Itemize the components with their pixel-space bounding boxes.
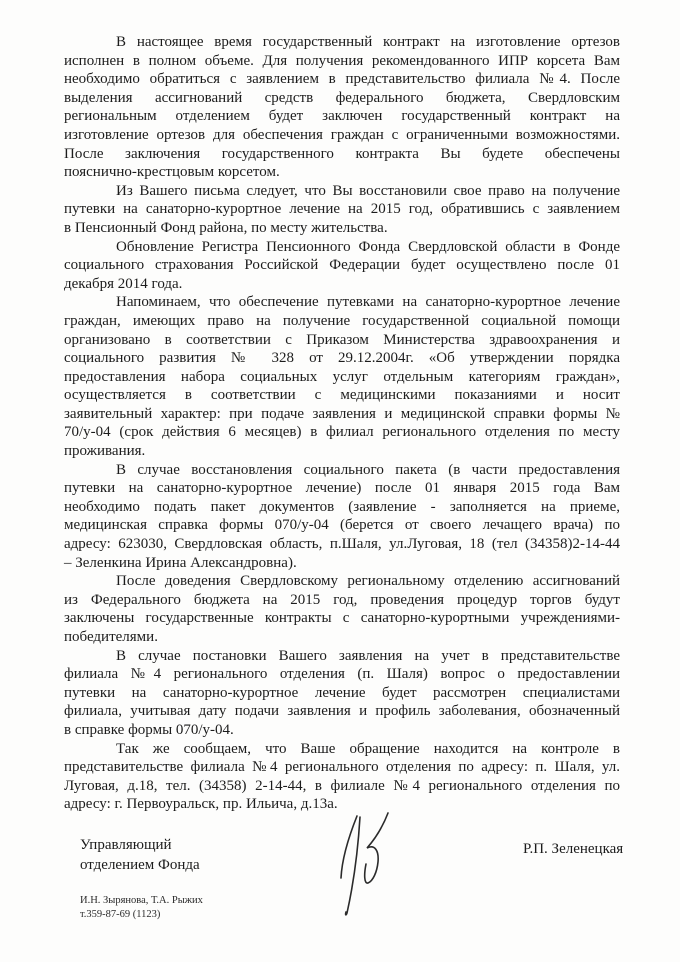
text-line: необходимо обратиться с заявлением в представительство филиала №4. После [64,71,620,88]
signatory-position-line2: отделением Фонда [80,856,200,873]
paragraph-5 [64,461,620,573]
paragraph-1 [64,33,620,182]
paragraph-2 [64,182,620,238]
text-line: путевки на санаторно-курортное лечение будет рассмотрен специалистами [64,684,620,701]
executor-names: И.Н. Зырянова, Т.А. Рыжих [80,895,203,906]
text-line: осуществляется в соответствии с медицинскими показаниями и носит [64,387,620,404]
text-line: организовано в соответствии с Приказом Министерства здравоохранения и [64,331,620,348]
executor-phone: т.359-87-69 (1123) [80,908,161,920]
text-line: 70/у-04 (срок действия 6 месяцев) в филиал регионального отделения по месту [64,424,620,441]
handwritten-signature-icon [330,804,412,918]
text-line: из Федерального бюджета на 2015 год, проведения процедур торгов будут [64,591,620,608]
signatory-position-line1: Управляющий [80,837,172,853]
text-line: Обновление Регистра Пенсионного Фонда Свердловской области в Фонде [116,238,620,255]
text-line: пояснично-крестцовым корсетом. [64,164,280,181]
text-line: филиала №4 регионального отделения (п. Шаля) вопрос о предоставлении [64,666,620,683]
paragraph-8 [64,740,620,814]
text-line: необходимо подать пакет документов (заявление - заполняется на приеме, [64,498,620,515]
paragraph-4 [64,293,620,460]
text-line: региональным отделением будет заключен государственный контракт на [64,108,620,125]
text-line: В случае постановки Вашего заявления на учет в представительстве [116,647,620,664]
text-line: – Зеленкина Ирина Александровна). [64,554,297,571]
text-line: Напоминаем, что обеспечение путевками на санаторно-курортное лечение [116,294,620,311]
paragraph-6 [64,572,620,646]
paragraph-7 [64,647,620,740]
text-line: филиала, учитывая дату подачи заявления и профиль заболевания, обозначенный [64,703,620,720]
text-line: адресу: 623030, Свердловская область, п.Шаля, ул.Луговая, 18 (тел (34358)2-14-44 [64,536,620,553]
text-line: медицинская справка формы 070/у-04 (берется от своего лечащего врача) по [64,517,620,534]
text-line: декабря 2014 года. [64,275,183,292]
text-line: адресу: г. Первоуральск, пр. Ильича, д.13а. [64,796,338,813]
signatory-position [80,836,200,875]
text-line: представительстве филиала №4 регионального отделения по адресу: п. Шаля, ул. [64,759,620,776]
text-line: Так же сообщаем, что Ваше обращение находится на контроле в [116,740,620,757]
text-line: предоставления набора социальных услуг отдельным категориям граждан», [64,368,620,385]
text-line: заявительный характер: при подаче заявления и медицинской справки формы № [64,405,620,422]
text-line: выделения ассигнований средств федерального бюджета, Свердловским [64,89,620,106]
text-line: В случае восстановления социального пакета (в части предоставления [116,461,620,478]
text-line: Из Вашего письма следует, что Вы восстановили свое право на получение [116,182,620,199]
text-line: граждан, имеющих право на получение государственной социальной помощи [64,312,620,329]
text-line: социального страхования Российской Федерации будет осуществлено после 01 [64,257,620,274]
text-line: в Пенсионный Фонд района, по месту жительства. [64,219,388,236]
paragraph-3 [64,238,620,294]
text-line: путевки на санаторно-курортное лечение на 2015 год, обратившись с заявлением [64,201,620,218]
signatory-name: Р.П. Зеленецкая [523,841,624,857]
text-line: Луговая, д.18, тел. (34358) 2-14-44, в филиале №4 регионального отделения по [64,777,620,794]
text-line: изготовление ортезов для обеспечения граждан с ограниченными возможностями. [64,126,620,143]
text-line: заключены государственные контракты с санаторно-курортными учреждениями- [64,610,620,627]
letter-body [64,33,620,814]
text-line: в справке формы 070/у-04. [64,721,234,738]
text-line: В настоящее время государственный контракт на изготовление ортезов [116,34,620,50]
text-line: проживания. [64,443,146,460]
text-line: путевки на санаторно-курортное лечение) после 01 января 2015 года Вам [64,480,620,497]
executor-footer [80,894,203,921]
text-line: исполнен в полном объеме. Для получения рекомендованного ИПР корсета Вам [64,52,620,69]
text-line: После доведения Свердловскому региональному отделению ассигнований [116,573,620,590]
text-line: социального развития № 328 от 29.12.2004г. «Об утверждении порядка [64,350,620,367]
text-line: победителями. [64,629,158,645]
text-line: После заключения государственного контракта Вы будете обеспечены [64,145,620,162]
